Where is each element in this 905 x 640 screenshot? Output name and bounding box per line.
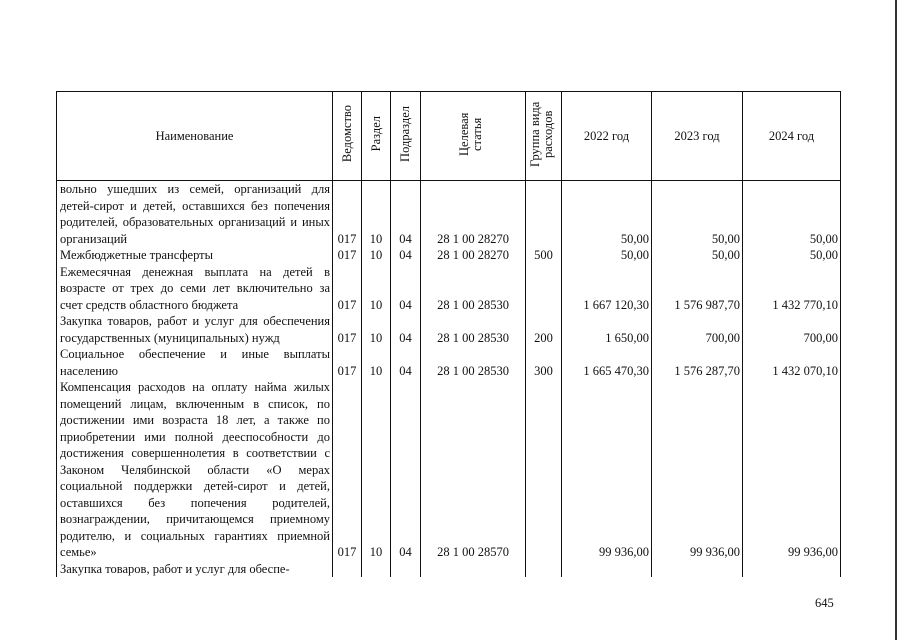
header-row	[57, 92, 841, 181]
header-name: Наименование	[57, 92, 333, 181]
row-gruppa: 200	[526, 313, 562, 346]
row-2023: 99 936,00	[652, 379, 743, 561]
row-razdel: 10	[362, 181, 391, 248]
row-name: Ежемесячная денежная выплата на детей в возрасте от трех до семи лет включительно за счет средств областного бюджета	[57, 264, 333, 314]
row-vedomstvo	[333, 561, 362, 578]
row-2022: 1 665 470,30	[562, 346, 652, 379]
row-2023: 700,00	[652, 313, 743, 346]
row-2024: 700,00	[743, 313, 841, 346]
row-vedomstvo: 017	[333, 247, 362, 264]
row-podrazdel: 04	[391, 264, 421, 314]
row-vedomstvo: 017	[333, 181, 362, 248]
row-razdel: 10	[362, 247, 391, 264]
row-celevaya: 28 1 00 28570	[421, 379, 526, 561]
header-gruppa-vida-rashodov: Группа вида расходов	[526, 92, 562, 181]
row-2023: 50,00	[652, 247, 743, 264]
row-podrazdel: 04	[391, 379, 421, 561]
row-2024: 1 432 070,10	[743, 346, 841, 379]
row-2023: 50,00	[652, 181, 743, 248]
table-row	[57, 561, 841, 578]
header-celevaya-statya: Целевая статья	[421, 92, 526, 181]
header-podrazdel: Подраздел	[391, 92, 421, 181]
row-2024: 50,00	[743, 247, 841, 264]
row-vedomstvo: 017	[333, 313, 362, 346]
header-razdel: Раздел	[362, 92, 391, 181]
table-row	[57, 346, 841, 379]
row-gruppa: 500	[526, 247, 562, 264]
budget-table	[56, 91, 841, 577]
row-podrazdel: 04	[391, 181, 421, 248]
row-celevaya: 28 1 00 28530	[421, 264, 526, 314]
row-2022: 99 936,00	[562, 379, 652, 561]
row-name: Закупка товаров, работ и услуг для обеспечения государственных (муниципальных) нужд	[57, 313, 333, 346]
header-2023: 2023 год	[652, 92, 743, 181]
scan-edge-line	[895, 0, 897, 640]
header-vedomstvo: Ведомство	[333, 92, 362, 181]
row-2024: 1 432 770,10	[743, 264, 841, 314]
page-number: 645	[815, 596, 834, 610]
row-2024: 50,00	[743, 181, 841, 248]
header-2024: 2024 год	[743, 92, 841, 181]
row-2023: 1 576 987,70	[652, 264, 743, 314]
table-row	[57, 379, 841, 561]
row-gruppa	[526, 561, 562, 578]
row-2022: 1 667 120,30	[562, 264, 652, 314]
row-razdel: 10	[362, 313, 391, 346]
row-celevaya: 28 1 00 28530	[421, 346, 526, 379]
row-razdel: 10	[362, 346, 391, 379]
table-row	[57, 313, 841, 346]
row-celevaya: 28 1 00 28270	[421, 247, 526, 264]
row-name: Социальное обеспечение и иные выплаты населению	[57, 346, 333, 379]
row-2022: 50,00	[562, 247, 652, 264]
row-gruppa	[526, 181, 562, 248]
row-celevaya: 28 1 00 28530	[421, 313, 526, 346]
row-razdel: 10	[362, 379, 391, 561]
table-row	[57, 264, 841, 314]
row-razdel	[362, 561, 391, 578]
row-name: Межбюджетные трансферты	[57, 247, 333, 264]
row-razdel: 10	[362, 264, 391, 314]
row-celevaya	[421, 561, 526, 578]
table-row	[57, 181, 841, 248]
row-podrazdel: 04	[391, 346, 421, 379]
row-2023	[652, 561, 743, 578]
row-name: вольно ушедших из семей, организаций для детей-сирот и детей, оставшихся без попечения родителей, образовательных организаций и иных организаций	[57, 181, 333, 248]
table-row	[57, 247, 841, 264]
row-vedomstvo: 017	[333, 346, 362, 379]
row-name: Компенсация расходов на оплату найма жилых помещений лицам, включенным в список, по достижении ими возраста 18 лет, а также по приобретении ими полной дееспособности до достижения совершеннолетия в соответствии с Законом Челябинской области «О мерах социальной поддержки детей-сирот и детей, оставшихся без попечения родителей, вознаграждении, причитающемся приемному родителю, и социальных гарантиях приемной семье»	[57, 379, 333, 561]
row-celevaya: 28 1 00 28270	[421, 181, 526, 248]
row-podrazdel: 04	[391, 247, 421, 264]
row-2023: 1 576 287,70	[652, 346, 743, 379]
row-name: Закупка товаров, работ и услуг для обеспе-	[57, 561, 333, 578]
header-2022: 2022 год	[562, 92, 652, 181]
row-2022: 1 650,00	[562, 313, 652, 346]
row-vedomstvo: 017	[333, 379, 362, 561]
row-podrazdel	[391, 561, 421, 578]
row-gruppa	[526, 379, 562, 561]
row-podrazdel: 04	[391, 313, 421, 346]
row-2024	[743, 561, 841, 578]
row-2024: 99 936,00	[743, 379, 841, 561]
row-2022	[562, 561, 652, 578]
row-vedomstvo: 017	[333, 264, 362, 314]
row-gruppa	[526, 264, 562, 314]
row-gruppa: 300	[526, 346, 562, 379]
row-2022: 50,00	[562, 181, 652, 248]
